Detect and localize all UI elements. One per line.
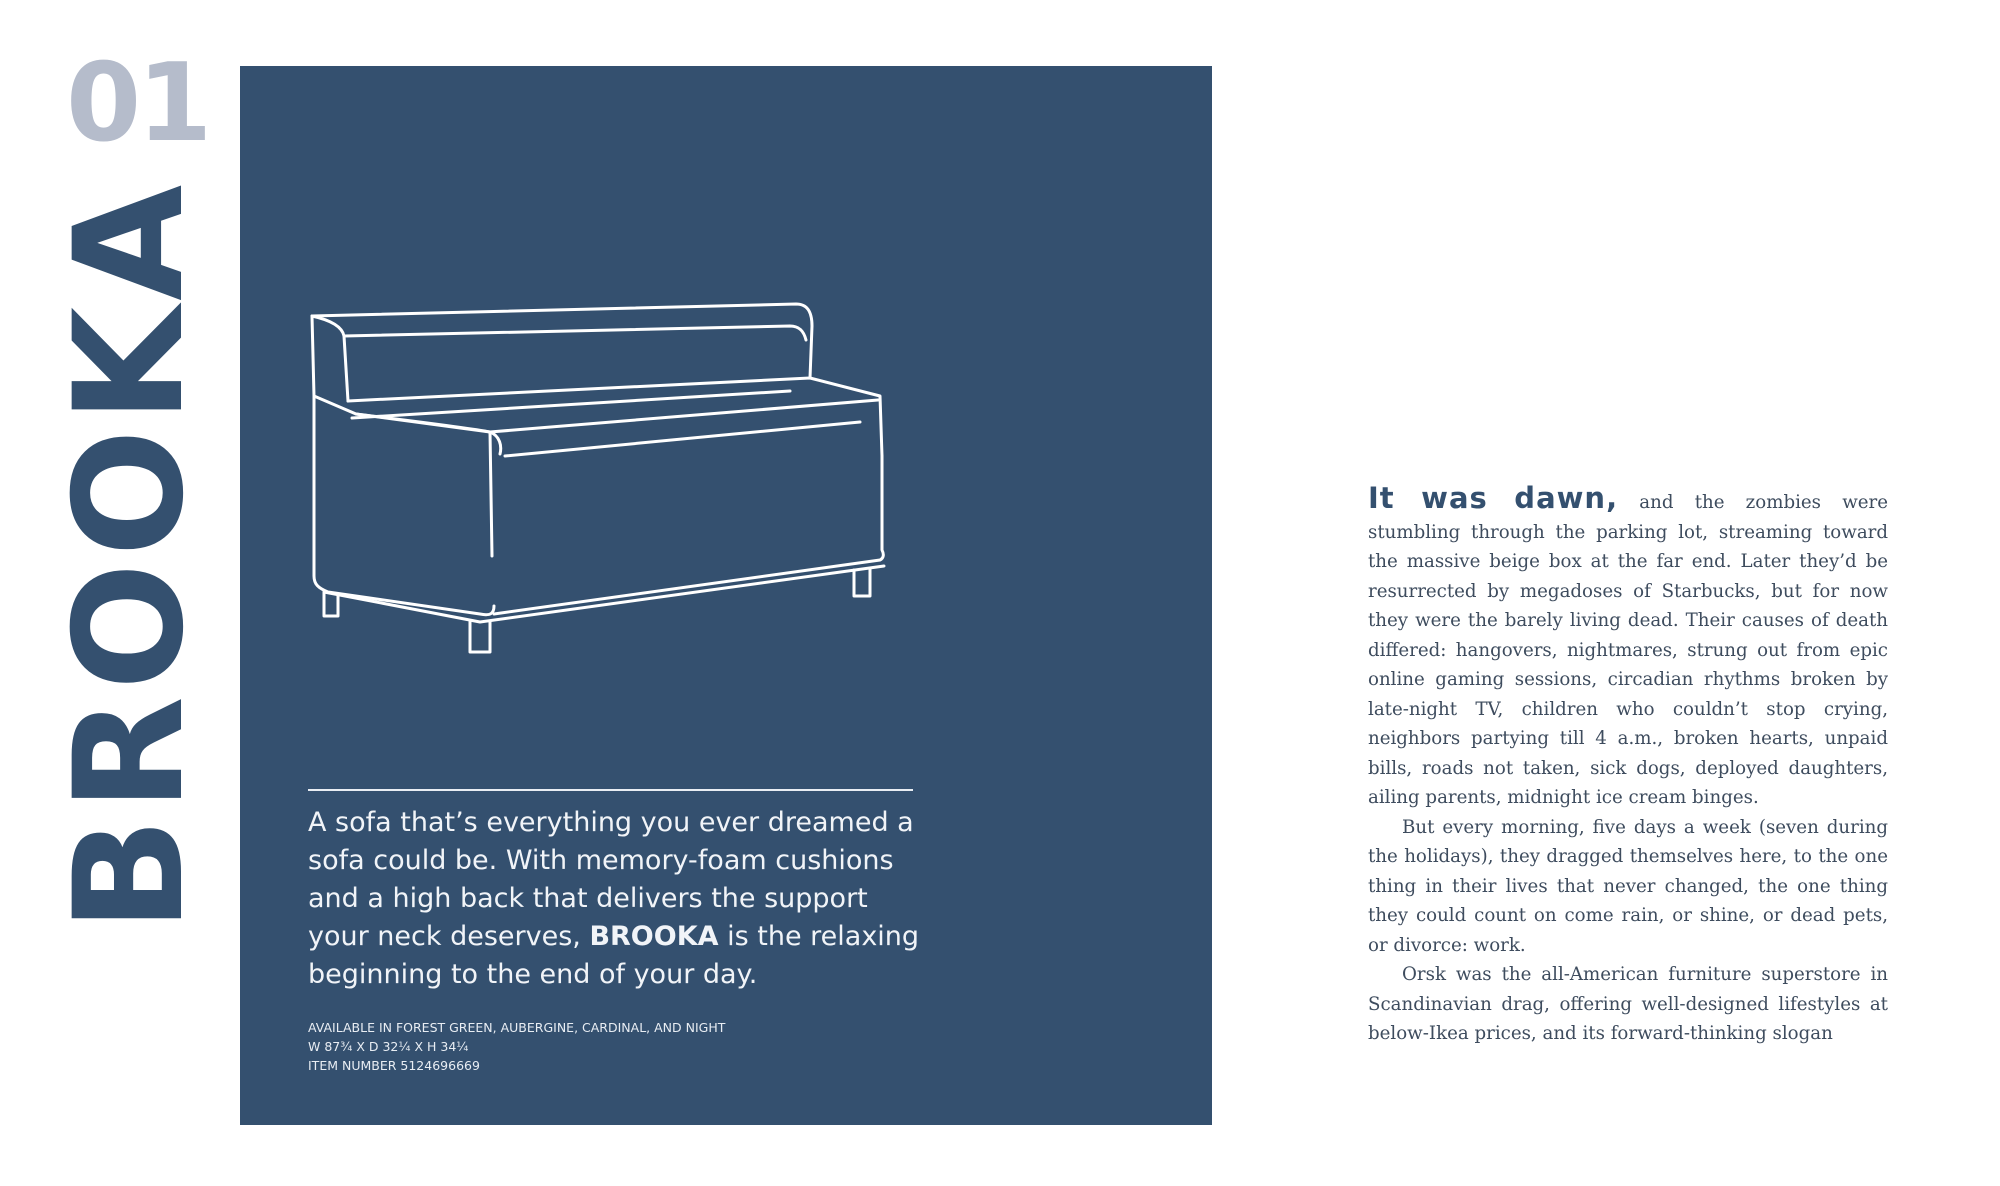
product-name-emphasis: BROOKA	[589, 921, 719, 952]
sofa-illustration	[300, 296, 920, 676]
paragraph-1-text: and the zombies were stumbling through the parking lot, streaming toward the massive beige box at the far end. Later they’d be resurrected by megadoses of Starbucks, but for now they were the barely living dead. Their causes of death differed: hangovers, nightmares, strung out from epic online gaming sessions, circadian rhythms broken by late-night TV, children who couldn’t stop crying, neighbors partying till 4 a.m., broken hearts, unpaid bills, roads not taken, sick dogs, deployed daughters, ailing parents, midnight ice cream binges.	[1368, 492, 1889, 808]
paragraph-1	[1368, 481, 1889, 813]
paragraph-3: Orsk was the all-American furniture superstore in Scandinavian drag, offering well-designed lifestyles at below-Ikea prices, and its forward-thinking slogan	[1368, 964, 1888, 1044]
story-text	[1368, 481, 1889, 1049]
description-text: A sofa that’s everything you ever dreamed a sofa could be. With memory-foam cushions and a high back that delivers the support your neck deserves,	[308, 807, 914, 952]
dimensions: W 87¾ X D 32¼ X H 34¼	[308, 1039, 469, 1054]
item-number: ITEM NUMBER 5124696669	[308, 1058, 480, 1073]
lead-in: It was dawn,	[1368, 481, 1619, 515]
product-specs	[308, 1018, 725, 1075]
chapter-number: 01	[66, 41, 209, 166]
product-panel	[240, 66, 1212, 1125]
description-text-end: is the relaxing beginning to the end of your day.	[308, 921, 920, 990]
paragraph-2: But every morning, five days a week (seven during the holidays), they dragged themselves here, to the one thing in their lives that never changed, the one thing they could count on come rain, or shine, or dead pets, or divorce: work.	[1368, 816, 1888, 956]
available-colors: AVAILABLE IN FOREST GREEN, AUBERGINE, CARDINAL, AND NIGHT	[308, 1020, 726, 1035]
divider-line	[308, 789, 913, 791]
chapter-title: BROOKA	[43, 178, 217, 932]
product-description	[308, 804, 928, 994]
